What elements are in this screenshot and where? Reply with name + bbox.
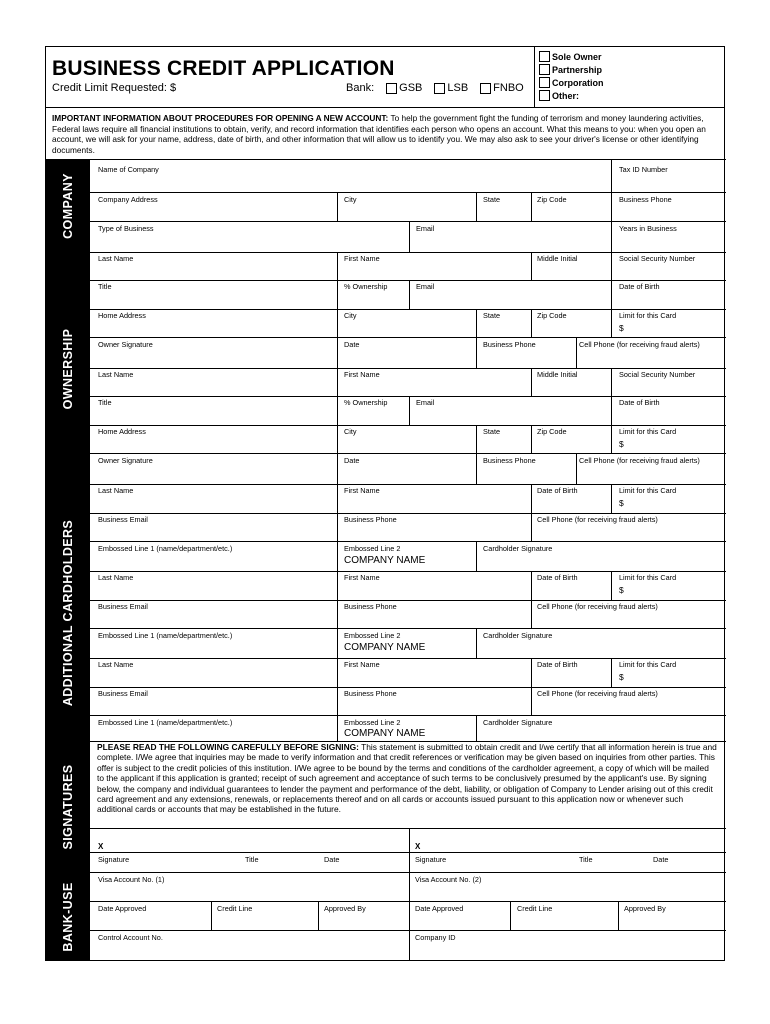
approved-by-2-field[interactable]: Approved By xyxy=(624,904,666,913)
divider xyxy=(476,425,477,484)
divider xyxy=(46,159,726,160)
section-ownership: OWNERSHIP xyxy=(46,253,90,484)
signature-1-date-field[interactable]: Date xyxy=(324,855,340,864)
owner2-first-name-field[interactable]: First Name xyxy=(344,370,380,379)
notice-body: To help the government fight the funding of terrorism and money laundering activities, Federal laws require all financial institutions to obtain, verify, and record information that identifies each person who opens an account. What this means to you: when you open an account, we will ask for your name, address, date of birth, and other information that will allow us to identify you. We may also ask to see your driver's license or other identifying documents. xyxy=(52,113,706,155)
signature-2-field[interactable]: Signature xyxy=(415,855,447,864)
divider xyxy=(409,828,410,872)
cardholder3-emb1-field[interactable]: Embossed Line 1 (name/department/etc.) xyxy=(98,718,233,727)
owner2-email-field[interactable]: Email xyxy=(416,398,435,407)
bank-option-fnbo[interactable]: FNBO xyxy=(480,82,524,94)
divider xyxy=(90,600,726,601)
cardholder2-first-name-field[interactable]: First Name xyxy=(344,573,380,582)
org-option-corporation[interactable]: Corporation xyxy=(539,76,726,89)
dollar-sign: $ xyxy=(619,498,624,508)
section-company: COMPANY xyxy=(46,160,90,252)
cardholder1-emb1-field[interactable]: Embossed Line 1 (name/department/etc.) xyxy=(98,544,233,553)
divider xyxy=(90,658,726,659)
bank-label: Bank: xyxy=(346,82,375,94)
divider xyxy=(90,280,726,281)
cardholder2-dob-field[interactable]: Date of Birth xyxy=(537,573,578,582)
divider xyxy=(476,628,477,658)
divider xyxy=(46,872,726,873)
divider xyxy=(337,571,338,658)
divider xyxy=(576,453,577,484)
tax-id-field[interactable]: Tax ID Number xyxy=(619,165,668,174)
divider xyxy=(409,872,410,961)
statement-body: This statement is submitted to obtain credit and I/we certify that all information herein is true and complete. I/We agree that inquiries may be made to verify information and that credit references or verification may be given based on inquiries from other parties. This offer is subject to the credit policies of this institution. I/We agree to be bound by the terms and conditions of the cardholder agreement, a copy of which will be mailed to the applicant if this application is granted; receipt of such agreement and acceptance of such terms to be conclusively presumed by the applicant's use. By signing below, the company and individual guarantees to lender the payment and performance of the debt, liability, or obligation of Company to Lender arising out of this credit card agreement and any extensions, renewals, or replacements thereof and on all cards or accounts issued pursuant to this application now or whenever such additional cards or accounts that may be established in the future. xyxy=(97,742,717,815)
owner2-city-field[interactable]: City xyxy=(344,427,357,436)
organization-type xyxy=(534,47,726,107)
divider xyxy=(211,901,212,930)
divider xyxy=(576,337,577,368)
owner1-title-field[interactable]: Title xyxy=(98,282,112,291)
form-title: BUSINESS CREDIT APPLICATION xyxy=(52,57,395,80)
org-option-other[interactable]: Other: xyxy=(539,89,726,102)
form-header xyxy=(46,47,724,108)
section-bank-use: BANK-USE xyxy=(46,873,90,961)
owner1-last-name-field[interactable]: Last Name xyxy=(98,254,134,263)
divider xyxy=(531,484,532,541)
divider xyxy=(90,192,726,193)
divider xyxy=(90,396,726,397)
owner1-home-address-field[interactable]: Home Address xyxy=(98,311,146,320)
divider xyxy=(90,571,726,572)
owner1-limit-field[interactable]: Limit for this Card xyxy=(619,311,677,320)
divider xyxy=(337,484,338,571)
cardholder1-limit-field[interactable]: Limit for this Card xyxy=(619,486,677,495)
cardholder3-email-field[interactable]: Business Email xyxy=(98,689,148,698)
bank-option-lsb[interactable]: LSB xyxy=(434,82,468,94)
owner2-ownership-field[interactable]: % Ownership xyxy=(344,398,388,407)
company-email-field[interactable]: Email xyxy=(416,224,435,233)
cardholder3-phone-field[interactable]: Business Phone xyxy=(344,689,397,698)
owner2-home-address-field[interactable]: Home Address xyxy=(98,427,146,436)
cardholder2-cell-field[interactable]: Cell Phone (for receiving fraud alerts) xyxy=(537,602,658,611)
divider xyxy=(90,309,726,310)
checkbox-icon[interactable] xyxy=(434,83,445,94)
statement-heading: PLEASE READ THE FOLLOWING CAREFULLY BEFORE SIGNING: xyxy=(97,742,359,752)
owner1-ssn-field[interactable]: Social Security Number xyxy=(619,254,696,263)
divider xyxy=(90,513,726,514)
company-name-field[interactable]: Name of Company xyxy=(98,165,159,174)
divider xyxy=(531,425,532,453)
business-type-field[interactable]: Type of Business xyxy=(98,224,154,233)
divider xyxy=(337,252,338,368)
visa-account-1-field[interactable]: Visa Account No. (1) xyxy=(98,875,165,884)
dollar-sign: $ xyxy=(619,323,624,333)
cardholder3-last-name-field[interactable]: Last Name xyxy=(98,660,134,669)
company-phone-field[interactable]: Business Phone xyxy=(619,195,672,204)
cardholder2-limit-field[interactable]: Limit for this Card xyxy=(619,573,677,582)
company-city-field[interactable]: City xyxy=(344,195,357,204)
section-signatures: SIGNATURES xyxy=(46,742,90,872)
cardholder3-signature-field[interactable]: Cardholder Signature xyxy=(483,718,553,727)
cardholder2-signature-field[interactable]: Cardholder Signature xyxy=(483,631,553,640)
owner2-last-name-field[interactable]: Last Name xyxy=(98,370,134,379)
divider xyxy=(90,715,726,716)
checkbox-icon[interactable] xyxy=(539,90,550,101)
approved-by-1-field[interactable]: Approved By xyxy=(324,904,366,913)
checkbox-icon[interactable] xyxy=(480,83,491,94)
divider xyxy=(90,628,726,629)
divider xyxy=(409,280,410,309)
cardholder1-email-field[interactable]: Business Email xyxy=(98,515,148,524)
divider xyxy=(90,337,726,338)
divider xyxy=(611,159,612,252)
divider xyxy=(90,368,726,369)
divider xyxy=(476,192,477,221)
owner1-ownership-field[interactable]: % Ownership xyxy=(344,282,388,291)
owner2-zip-field[interactable]: Zip Code xyxy=(537,427,567,436)
divider xyxy=(611,484,612,513)
cardholder1-cell-field[interactable]: Cell Phone (for receiving fraud alerts) xyxy=(537,515,658,524)
divider xyxy=(531,252,532,280)
divider xyxy=(409,221,410,252)
divider xyxy=(90,687,726,688)
cardholder2-emb1-field[interactable]: Embossed Line 1 (name/department/etc.) xyxy=(98,631,233,640)
cardholder3-dob-field[interactable]: Date of Birth xyxy=(537,660,578,669)
owner1-cell-phone-field[interactable]: Cell Phone (for receiving fraud alerts) xyxy=(579,340,700,349)
divider xyxy=(611,368,612,453)
cardholder1-phone-field[interactable]: Business Phone xyxy=(344,515,397,524)
cardholder1-emb2-field[interactable]: Embossed Line 2 xyxy=(344,544,401,553)
cardholder3-first-name-field[interactable]: First Name xyxy=(344,660,380,669)
checkbox-icon[interactable] xyxy=(386,83,397,94)
cardholder2-last-name-field[interactable]: Last Name xyxy=(98,573,134,582)
control-account-field[interactable]: Control Account No. xyxy=(98,933,163,942)
owner1-state-field[interactable]: State xyxy=(483,311,501,320)
owner2-cell-phone-field[interactable]: Cell Phone (for receiving fraud alerts) xyxy=(579,456,700,465)
divider xyxy=(510,901,511,930)
bank-selector xyxy=(346,82,524,94)
company-id-field[interactable]: Company ID xyxy=(415,933,456,942)
checkbox-icon[interactable] xyxy=(539,77,550,88)
owner2-state-field[interactable]: State xyxy=(483,427,501,436)
visa-account-2-field[interactable]: Visa Account No. (2) xyxy=(415,875,482,884)
owner1-zip-field[interactable]: Zip Code xyxy=(537,311,567,320)
divider xyxy=(90,425,726,426)
credit-line-1-field[interactable]: Credit Line xyxy=(217,904,253,913)
divider xyxy=(46,484,726,485)
company-state-field[interactable]: State xyxy=(483,195,501,204)
cardholder2-phone-field[interactable]: Business Phone xyxy=(344,602,397,611)
years-in-business-field[interactable]: Years in Business xyxy=(619,224,677,233)
divider xyxy=(46,252,726,253)
date-approved-2-field[interactable]: Date Approved xyxy=(415,904,464,913)
cardholder2-email-field[interactable]: Business Email xyxy=(98,602,148,611)
divider xyxy=(531,658,532,715)
owner2-ssn-field[interactable]: Social Security Number xyxy=(619,370,696,379)
divider xyxy=(611,658,612,687)
owner1-city-field[interactable]: City xyxy=(344,311,357,320)
cardholder1-first-name-field[interactable]: First Name xyxy=(344,486,380,495)
owner1-first-name-field[interactable]: First Name xyxy=(344,254,380,263)
dollar-sign: $ xyxy=(619,672,624,682)
company-address-field[interactable]: Company Address xyxy=(98,195,158,204)
divider xyxy=(337,192,338,221)
owner2-business-phone-field[interactable]: Business Phone xyxy=(483,456,536,465)
owner1-date-field[interactable]: Date xyxy=(344,340,360,349)
cardholder1-last-name-field[interactable]: Last Name xyxy=(98,486,134,495)
divider xyxy=(90,221,726,222)
dollar-sign: $ xyxy=(619,439,624,449)
checkbox-icon[interactable] xyxy=(539,64,550,75)
owner1-middle-initial-field[interactable]: Middle Initial xyxy=(537,254,578,263)
owner2-title-field[interactable]: Title xyxy=(98,398,112,407)
divider xyxy=(318,901,319,930)
credit-limit-label: Credit Limit Requested: $ xyxy=(52,82,177,94)
divider xyxy=(611,252,612,337)
owner2-signature-field[interactable]: Owner Signature xyxy=(98,456,153,465)
date-approved-1-field[interactable]: Date Approved xyxy=(98,904,147,913)
signature-2-date-field[interactable]: Date xyxy=(653,855,669,864)
cardholder3-limit-field[interactable]: Limit for this Card xyxy=(619,660,677,669)
notice-heading: IMPORTANT INFORMATION ABOUT PROCEDURES FOR OPENING A NEW ACCOUNT: xyxy=(52,113,389,123)
divider xyxy=(337,658,338,741)
signature-1-title-field[interactable]: Title xyxy=(245,855,259,864)
cardholder2-emb2-field[interactable]: Embossed Line 2 xyxy=(344,631,401,640)
cardholder3-emb2-value: COMPANY NAME xyxy=(344,728,426,739)
signature-x-mark-1: X xyxy=(98,842,104,851)
divider xyxy=(90,901,726,902)
divider xyxy=(618,901,619,930)
org-option-partnership[interactable]: Partnership xyxy=(539,63,726,76)
owner2-dob-field[interactable]: Date of Birth xyxy=(619,398,660,407)
owner1-business-phone-field[interactable]: Business Phone xyxy=(483,340,536,349)
signature-x-mark-2: X xyxy=(415,842,421,851)
divider xyxy=(531,571,532,628)
section-additional-cardholders: ADDITIONAL CARDHOLDERS xyxy=(46,485,90,741)
divider xyxy=(476,541,477,571)
divider xyxy=(90,541,726,542)
org-option-sole-owner[interactable]: Sole Owner xyxy=(539,50,726,63)
divider xyxy=(531,309,532,337)
bank-option-gsb[interactable]: GSB xyxy=(386,82,422,94)
divider xyxy=(531,368,532,396)
owner2-middle-initial-field[interactable]: Middle Initial xyxy=(537,370,578,379)
cardholder3-emb2-field[interactable]: Embossed Line 2 xyxy=(344,718,401,727)
cardholder1-signature-field[interactable]: Cardholder Signature xyxy=(483,544,553,553)
signature-2-title-field[interactable]: Title xyxy=(579,855,593,864)
cardholder1-emb2-value: COMPANY NAME xyxy=(344,555,426,566)
divider xyxy=(476,715,477,741)
divider xyxy=(90,828,726,829)
owner1-signature-field[interactable]: Owner Signature xyxy=(98,340,153,349)
divider xyxy=(337,368,338,484)
important-notice xyxy=(52,113,720,155)
owner1-dob-field[interactable]: Date of Birth xyxy=(619,282,660,291)
cardholder1-dob-field[interactable]: Date of Birth xyxy=(537,486,578,495)
divider xyxy=(90,453,726,454)
divider xyxy=(476,309,477,368)
cardholder3-cell-field[interactable]: Cell Phone (for receiving fraud alerts) xyxy=(537,689,658,698)
divider xyxy=(409,396,410,425)
credit-application-form xyxy=(45,46,725,961)
credit-line-2-field[interactable]: Credit Line xyxy=(517,904,553,913)
owner2-date-field[interactable]: Date xyxy=(344,456,360,465)
divider xyxy=(531,192,532,221)
owner1-email-field[interactable]: Email xyxy=(416,282,435,291)
signing-statement xyxy=(97,742,717,815)
signature-1-field[interactable]: Signature xyxy=(98,855,130,864)
owner2-limit-field[interactable]: Limit for this Card xyxy=(619,427,677,436)
divider xyxy=(90,852,726,853)
divider xyxy=(611,571,612,600)
cardholder2-emb2-value: COMPANY NAME xyxy=(344,642,426,653)
divider xyxy=(90,930,726,931)
dollar-sign: $ xyxy=(619,585,624,595)
company-zip-field[interactable]: Zip Code xyxy=(537,195,567,204)
checkbox-icon[interactable] xyxy=(539,51,550,62)
